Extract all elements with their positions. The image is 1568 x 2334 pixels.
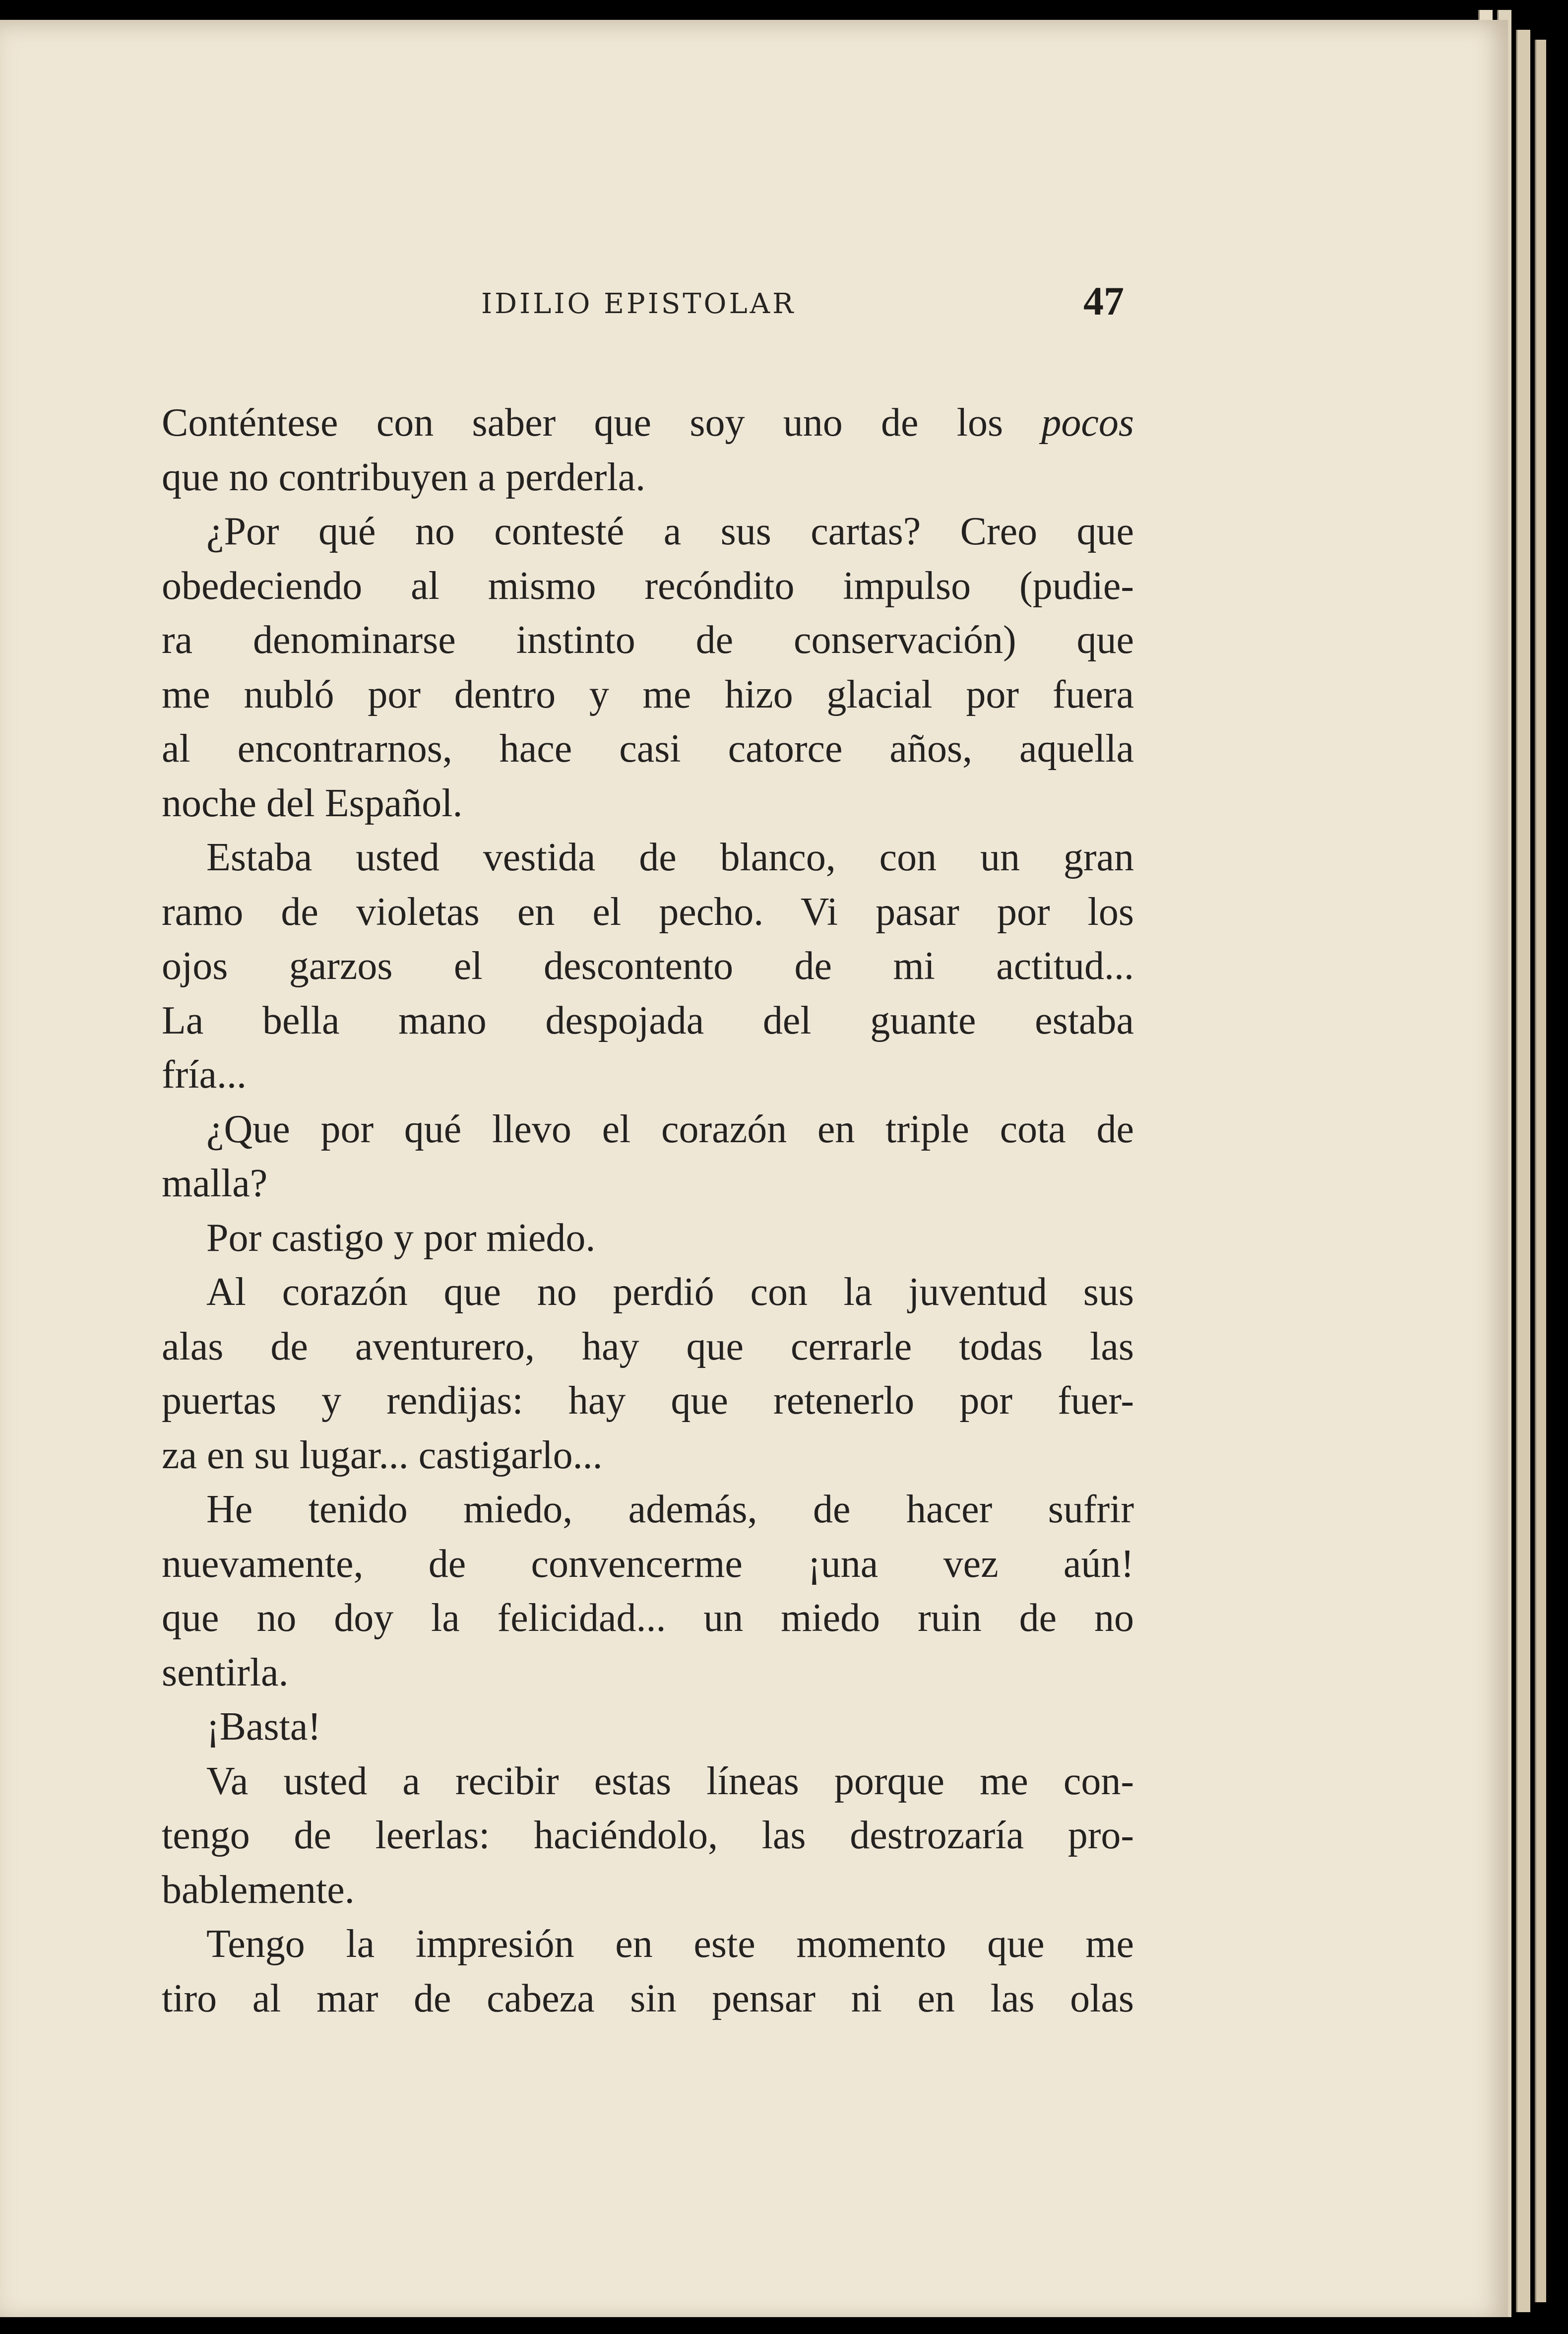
text-line: tengo de leerlas: haciéndolo, las destrozaría pro- [162, 1814, 1134, 1857]
text-line: noche del Español. [162, 781, 463, 825]
text-line: ramo de violetas en el pecho. Vi pasar por los [162, 890, 1134, 934]
text-line: Va usted a recibir estas líneas porque me con- [206, 1759, 1134, 1803]
text-line: ¡Basta! [206, 1705, 321, 1749]
body-text [162, 396, 1134, 2026]
text-line: He tenido miedo, además, de hacer sufrir [206, 1488, 1134, 1531]
text-line: Estaba usted vestida de blanco, con un gran [206, 836, 1134, 879]
italic-word: pocos [1041, 401, 1134, 445]
text-line: me nubló por dentro y me hizo glacial por fuera [162, 672, 1134, 716]
text-line: que no doy la felicidad... un miedo ruin de no [162, 1596, 1134, 1640]
page-edge [1516, 30, 1530, 2312]
text-line: al encontrarnos, hace casi catorce años, aquella [162, 727, 1134, 771]
text-line: puertas y rendijas: hay que retenerlo por fuer- [162, 1379, 1134, 1423]
text-line: ¿Que por qué llevo el corazón en triple cota de [206, 1107, 1134, 1151]
text-line: bablemente. [162, 1868, 355, 1912]
text-line: tiro al mar de cabeza sin pensar ni en las olas [162, 1976, 1134, 2020]
running-title: IDILIO EPISTOLAR [481, 288, 796, 320]
text-line: Al corazón que no perdió con la juventud sus [206, 1270, 1134, 1314]
text-line: Tengo la impresión en este momento que me [206, 1922, 1134, 1966]
text-line: nuevamente, de convencerme ¡una vez aún! [162, 1542, 1134, 1586]
page-edge [1535, 40, 1546, 2302]
text-line: que no contribuyen a perderla. [162, 455, 646, 499]
text-line: obedeciendo al mismo recóndito impulso (pudie- [162, 564, 1134, 608]
text-line: alas de aventurero, hay que cerrarle todas las [162, 1324, 1134, 1368]
text-line: ra denominarse instinto de conservación) que [162, 618, 1134, 662]
page-header [0, 278, 1508, 337]
text-line: malla? [162, 1162, 268, 1205]
page-number: 47 [1083, 278, 1124, 324]
text-line: ojos garzos el descontento de mi actitud... [162, 944, 1134, 988]
book-page [0, 20, 1508, 2317]
text-line: La bella mano despojada del guante estaba [162, 998, 1134, 1042]
text-line: ¿Por qué no contesté a sus cartas? Creo que [206, 510, 1134, 553]
text-line: fría... [162, 1053, 247, 1097]
text-line: Por castigo y por miedo. [206, 1216, 596, 1260]
text-line: za en su lugar... castigarlo... [162, 1433, 603, 1477]
text-line: sentirla. [162, 1650, 289, 1694]
text-line: Conténtese con saber que soy uno de los pocos [162, 401, 1134, 445]
